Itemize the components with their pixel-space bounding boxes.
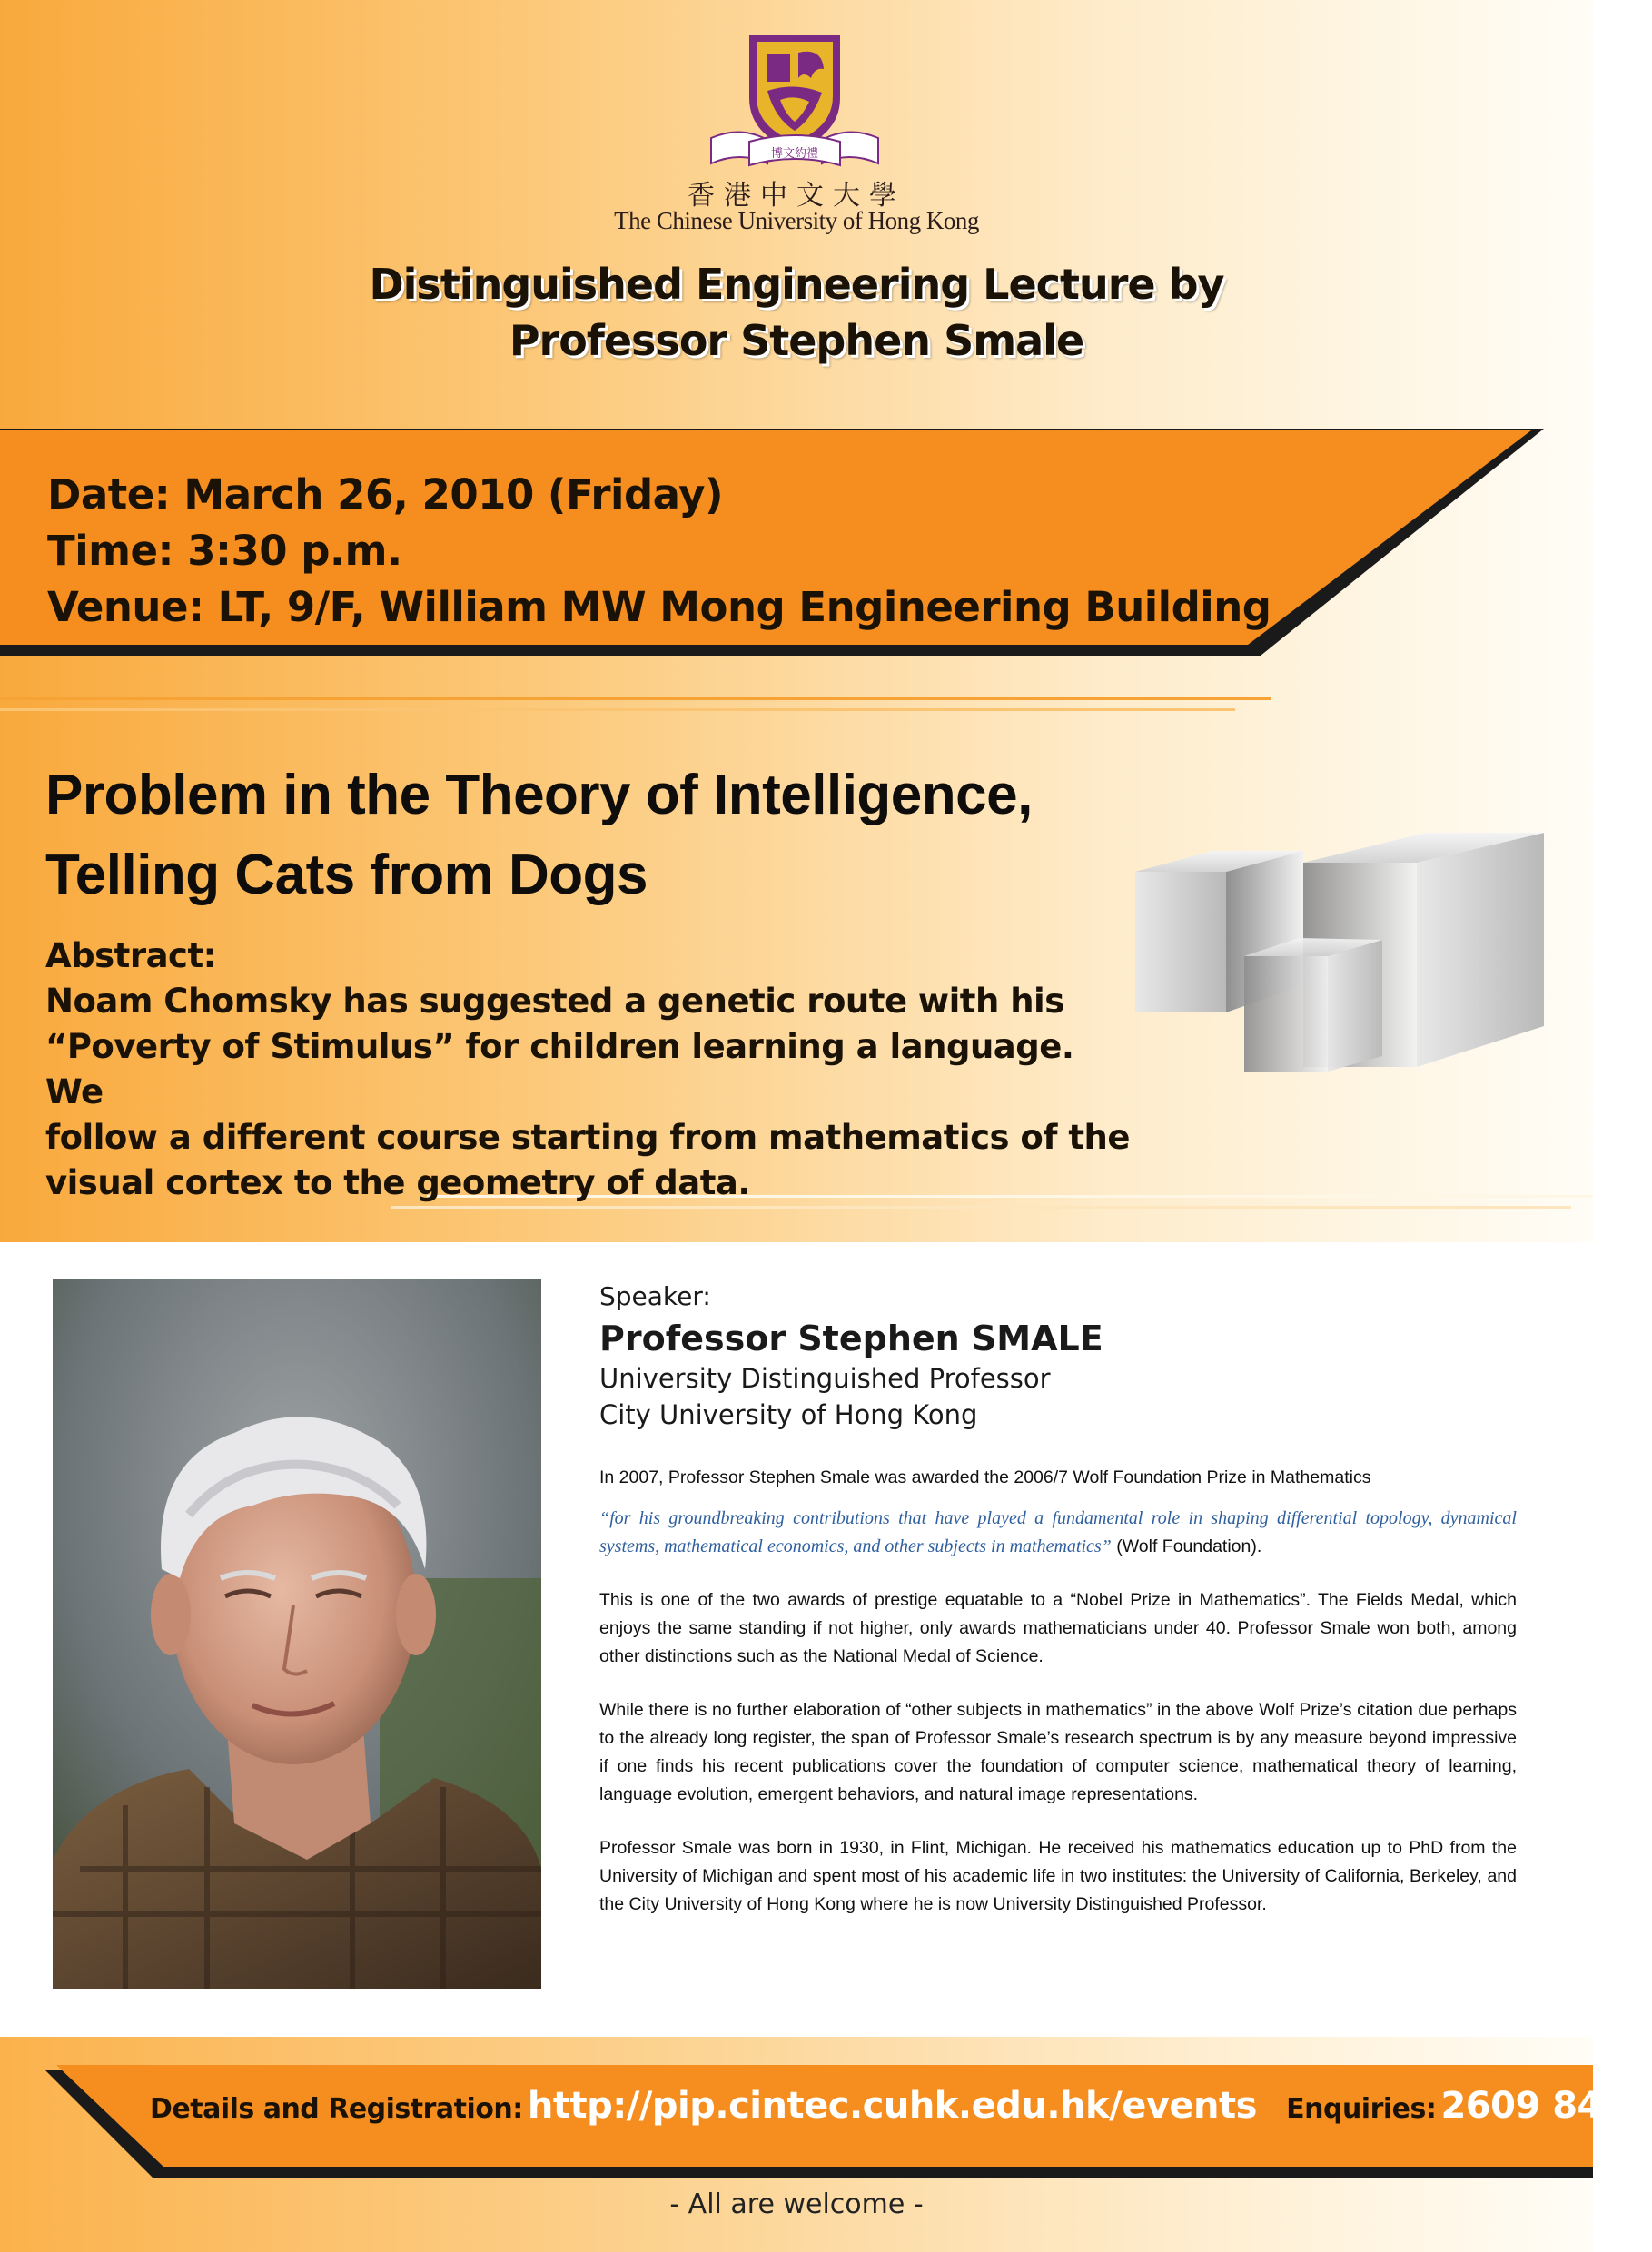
abstract-line-2: “Poverty of Stimulus” for children learning a language. We (45, 1027, 1074, 1111)
cubes-illustration (1126, 822, 1553, 1094)
lecture-title-line-1: Distinguished Engineering Lecture by (369, 260, 1224, 309)
cuhk-crest-icon (704, 27, 885, 173)
abstract-label: Abstract: (45, 936, 216, 975)
event-time: Time: 3:30 p.m. (47, 527, 402, 575)
abstract-line-3: follow a different course starting from mathematics of the (45, 1118, 1130, 1157)
speaker-title: University Distinguished Professor (599, 1363, 1051, 1394)
divider-line (0, 697, 1271, 700)
bio-quote-paragraph (599, 1505, 1517, 1561)
lecture-title-line-2: Professor Stephen Smale (509, 316, 1084, 365)
speaker-name: Professor Stephen SMALE (599, 1319, 1103, 1358)
university-name-english: The Chinese University of Hong Kong (614, 207, 979, 234)
event-venue: Venue: LT, 9/F, William MW Mong Engineering Building (47, 583, 1271, 631)
enquiries-label: Enquiries: (1286, 2093, 1437, 2125)
talk-title (45, 756, 1033, 915)
details-label: Details and Registration: (150, 2093, 523, 2125)
registration-info (150, 2085, 1652, 2127)
abstract-line-4: visual cortex to the geometry of data. (45, 1163, 750, 1202)
enquiries-phone: 2609 8446 (1440, 2085, 1652, 2127)
divider-line (0, 708, 1235, 711)
talk-title-line-2: Telling Cats from Dogs (45, 844, 648, 906)
divider-line (391, 1206, 1571, 1209)
registration-link[interactable]: http://pip.cintec.cuhk.edu.hk/events (527, 2085, 1257, 2127)
bio-paragraph-1: In 2007, Professor Stephen Smale was awarded the 2006/7 Wolf Foundation Prize in Mathematics (599, 1467, 1371, 1487)
abstract-line-1: Noam Chomsky has suggested a genetic route with his (45, 982, 1064, 1021)
bio-paragraph-3: While there is no further elaboration of “other subjects in mathematics” in the above Wolf Prize’s citation due perhaps to the already long register, the span of Professor Smale’s research spectrum is by any measure beyond impressive if one finds his recent publications cover the foundation of computer science, mathematical theory of learning, language evolution, emergent behaviors, and natural image representations. (599, 1700, 1517, 1804)
citation-source: (Wolf Foundation). (1111, 1536, 1262, 1556)
bio-paragraph-4: Professor Smale was born in 1930, in Flint, Michigan. He received his mathematics education up to PhD from the University of Michigan and spent most of his academic life in two institutes: the University of California, Berkeley, and the City University of Hong Kong where he is now University Distinguished Professor. (599, 1838, 1517, 1914)
speaker-bio (599, 1464, 1517, 1919)
talk-title-line-1: Problem in the Theory of Intelligence, (45, 764, 1033, 826)
speaker-info (599, 1279, 1517, 1919)
wolf-prize-citation: “for his groundbreaking contributions that have played a fundamental role in shaping differential topology, dynamical systems, mathematical economics, and other subjects in mathematics” (599, 1508, 1517, 1556)
university-name-chinese: 香港中文大學 (688, 180, 905, 212)
event-details (47, 467, 1271, 636)
speaker-photo (53, 1279, 541, 1989)
speaker-affiliation: City University of Hong Kong (599, 1399, 978, 1430)
speaker-portrait-image (53, 1279, 541, 1989)
svg-text:博文約禮: 博文約禮 (770, 147, 819, 161)
event-date: Date: March 26, 2010 (Friday) (47, 470, 724, 519)
lecture-title (0, 256, 1593, 369)
welcome-note: - All are welcome - (669, 2188, 924, 2220)
bio-paragraph-2: This is one of the two awards of prestige equatable to a “Nobel Prize in Mathematics”. The Fields Medal, which enjoys the same standing if not higher, only awards mathematicians under 40. Professor Smale won both, among other distinctions such as the National Medal of Science. (599, 1590, 1517, 1666)
abstract (45, 933, 1135, 1206)
speaker-label: Speaker: (599, 1281, 711, 1311)
